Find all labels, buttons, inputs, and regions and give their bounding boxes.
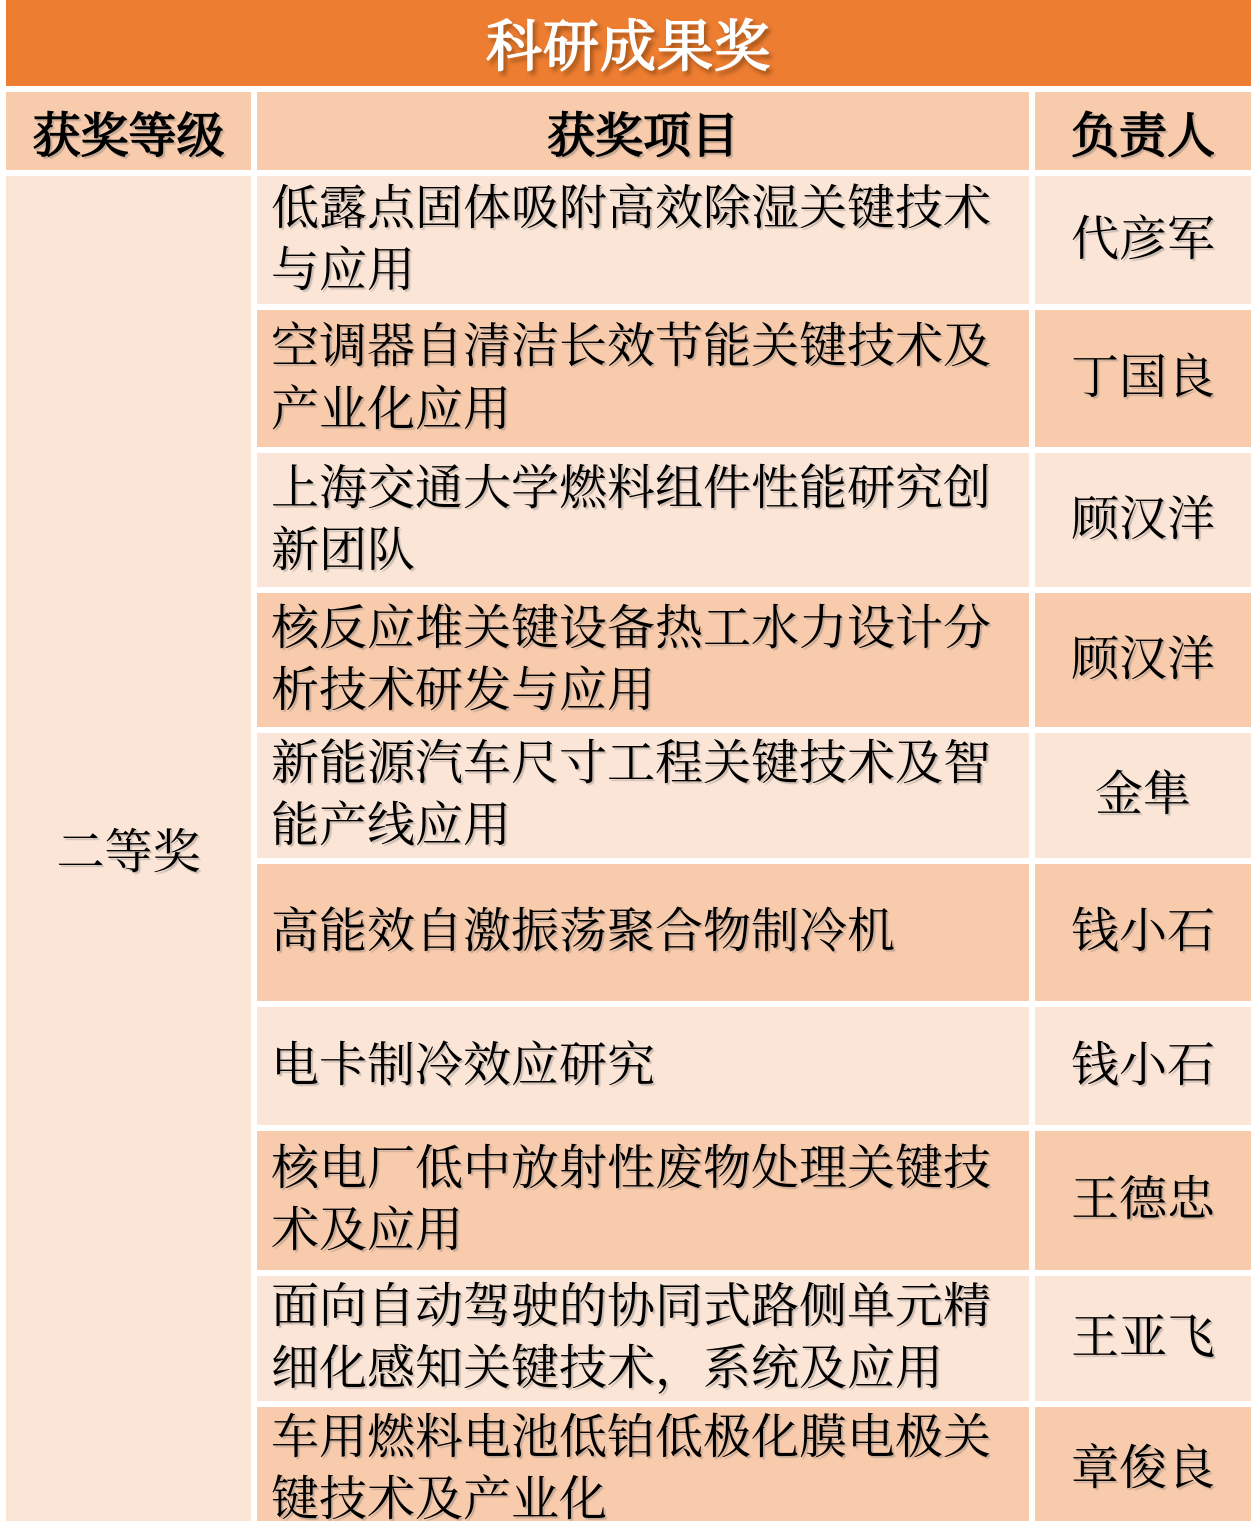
table-title: 科研成果奖 xyxy=(486,15,771,78)
project-cell: 面向自动驾驶的协同式路侧单元精细化感知关键技术，系统及应用 xyxy=(257,1276,1029,1401)
leader-cell: 顾汉洋 xyxy=(1035,593,1251,727)
leader-cell: 王亚飞 xyxy=(1035,1276,1251,1401)
leader-cell: 顾汉洋 xyxy=(1035,453,1251,587)
project-cell: 空调器自清洁长效节能关键技术及产业化应用 xyxy=(257,310,1029,447)
project-cell: 新能源汽车尺寸工程关键技术及智能产线应用 xyxy=(257,733,1029,858)
leader-cell: 钱小石 xyxy=(1035,864,1251,1001)
leader-cell: 章俊良 xyxy=(1035,1407,1251,1521)
leader-cell: 丁国良 xyxy=(1035,310,1251,447)
project-cell: 高能效自激振荡聚合物制冷机 xyxy=(257,864,1029,1001)
project-cell: 低露点固体吸附高效除湿关键技术与应用 xyxy=(257,176,1029,304)
project-cell: 上海交通大学燃料组件性能研究创新团队 xyxy=(257,453,1029,587)
col-header-leader: 负责人 xyxy=(1035,92,1251,170)
col-header-project: 获奖项目 xyxy=(257,92,1029,170)
awards-table xyxy=(0,86,1257,1521)
award-level-cell: 二等奖 xyxy=(6,176,251,1521)
leader-cell: 王德忠 xyxy=(1035,1131,1251,1270)
project-cell: 核电厂低中放射性废物处理关键技术及应用 xyxy=(257,1131,1029,1270)
table-row xyxy=(6,176,1251,304)
col-header-award-level: 获奖等级 xyxy=(6,92,251,170)
project-cell: 车用燃料电池低铂低极化膜电极关键技术及产业化 xyxy=(257,1407,1029,1521)
leader-cell: 钱小石 xyxy=(1035,1007,1251,1125)
header-row xyxy=(6,92,1251,170)
leader-cell: 代彦军 xyxy=(1035,176,1251,304)
leader-cell: 金隼 xyxy=(1035,733,1251,858)
table-title-bar xyxy=(6,0,1251,86)
project-cell: 电卡制冷效应研究 xyxy=(257,1007,1029,1125)
project-cell: 核反应堆关键设备热工水力设计分析技术研发与应用 xyxy=(257,593,1029,727)
